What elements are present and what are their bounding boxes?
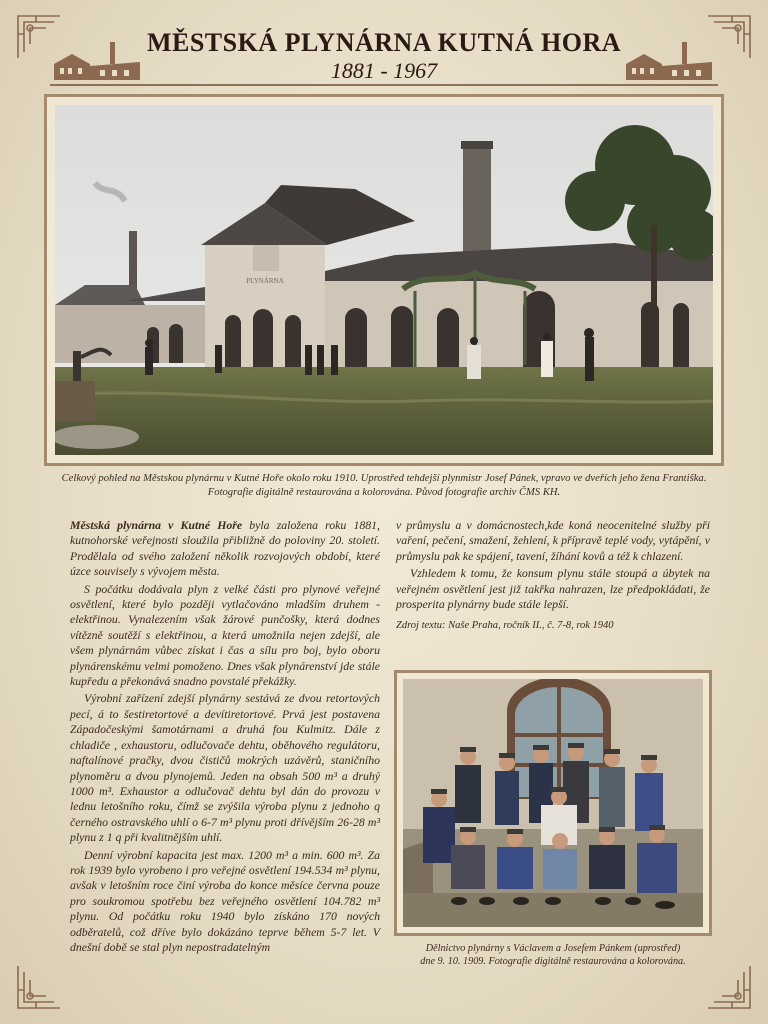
page-subtitle: 1881 - 1967 bbox=[330, 58, 438, 83]
header-divider bbox=[50, 84, 718, 86]
article-lead-rest: byla založena roku 1881, kutnohorské veřejnosti sloužila přibližně do poloviny 20. století. Prodělala od svého založení několik rozvojových období, které úzce souvisely s vývojem města. bbox=[70, 518, 380, 579]
main-photo-caption-line: Fotografie digitálně restaurována a kolorována. Původ fotografie archiv ČMS KH. bbox=[207, 487, 561, 498]
article-paragraph bbox=[70, 518, 380, 580]
article-paragraph: v průmyslu a v domácnostech,kde koná neocenitelné služby při vaření, pečení, smažení, žehlení, k přípravě teplé vody, vytápění, v průmyslu pak ke spájení, tavení, žíhání kovů a též k chlazení. bbox=[396, 518, 710, 563]
text-source: Zdroj textu: Naše Praha, ročník II., č. 7-8, rok 1940 bbox=[396, 620, 614, 632]
article-paragraph: S počátku dodávala plyn z velké části pro plynové veřejné osvětlení, které bylo později vytlačováno mladším druhem - elektřinou. Vynalezením však žárové punčošky, která dodnes vítězně soutěží s elektřinou, a která umožnila nejen zdejší, ale všem plynárnám vůbec získat i čas a sílu pro boj, bylo oboru plynárenskému velmi pomoženo. Dnes však plynárenství jde stále kupředu a překonává snadno povstalé překážky. bbox=[70, 581, 380, 689]
building-sign-text: PLYNÁRNA bbox=[246, 277, 284, 285]
workers-photo-caption-line: Dělnictvo plynárny s Václavem a Josefem Pánkem (uprostřed) bbox=[425, 943, 681, 954]
article-paragraph: Vzhledem k tomu, že konsum plynu stále stoupá a úbytek na veřejném osvětlení jest již takřka nahrazen, lze předpokládati, že prosperita plynárny bude stále lepší. bbox=[396, 566, 710, 612]
gasworks-photo bbox=[44, 94, 724, 466]
main-photo-caption bbox=[50, 472, 718, 500]
page-title: MĚSTSKÁ PLYNÁRNA KUTNÁ HORA bbox=[146, 28, 622, 57]
article-paragraph: Výrobní zařízení zdejší plynárny sestává ze dvou retortových pecí, á to šestiretortové a devítiretortové. Prvá jest postavena Západočeskými šamotárnami a druhá fou Kulmitz. Dále z chladiče , exhaustoru, odlučovače dehtu, oběhového regulátoru, naftalínové pračky, dvou čističů mokrých uzávěrů, staničního plynoměru a dvou plynojemů. Jeden na obsah 500 m³ a druhý 1000 m³. Exhaustor a odlučovač dehtu byl dán do provozu v lednu letošního roku, čímž se zvýšila výroba plynu z jednoho q černého ostravského uhlí o 6-7 m³ plynu proti dřívějším 26-28 m³ plynu z 1 q při kvalitnějším uhlí. bbox=[70, 691, 380, 845]
article-paragraph: Denní výrobní kapacita jest max. 1200 m³ a min. 600 m³. Za rok 1939 bylo vyrobeno i pro veřejné osvětlení 194.534 m³ plynu, avšak v letošním roce činí výroba do konce měsíce června pouze pro soukromou spotřebu bez veřejného osvětlení 104.782 m³ plynu. Od počátku roku 1940 bylo získáno 170 nových odběratelů, což dříve bylo dokázáno teprve během 5-7 let. V dnešní době se stal plyn nepostradatelným bbox=[70, 847, 380, 954]
corner-ornament-icon bbox=[16, 964, 62, 1010]
article-column-right bbox=[396, 518, 710, 636]
article-column-left bbox=[70, 518, 380, 957]
gasworks-illustration bbox=[55, 105, 713, 455]
workers-photo-caption bbox=[394, 942, 712, 968]
workers-photo-caption-line: dne 9. 10. 1909. Fotografie digitálně restaurována a kolorována. bbox=[420, 956, 686, 967]
corner-ornament-icon bbox=[706, 964, 752, 1010]
workers-illustration bbox=[403, 679, 703, 927]
article-lead: Městská plynárna v Kutné Hoře bbox=[70, 518, 243, 532]
main-photo-caption-line: Celkový pohled na Městskou plynárnu v Kutné Hoře okolo roku 1910. Uprostřed tehdejší plynmistr Josef Pánek, vpravo ve dveřích jeho žena Františka. bbox=[61, 473, 707, 484]
workers-photo bbox=[394, 670, 712, 936]
